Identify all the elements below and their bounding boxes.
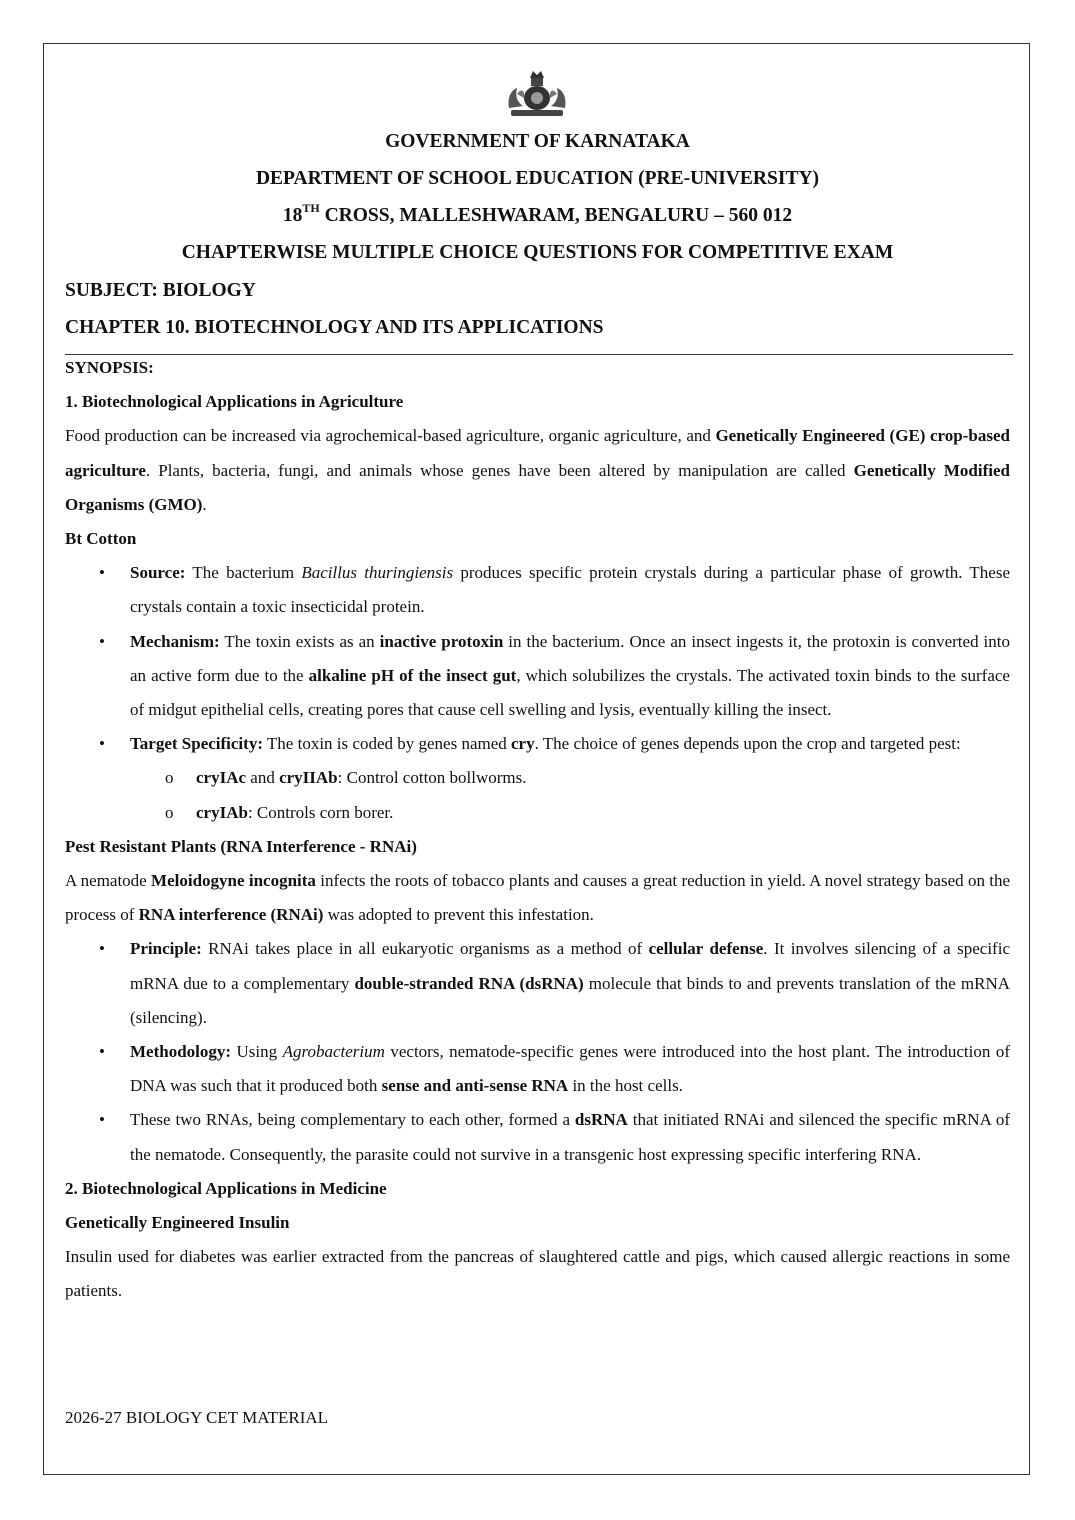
rnai-title: Pest Resistant Plants (RNA Interference - RNAi): [65, 836, 417, 856]
list-item: • Mechanism: The toxin exists as an inactive protoxin in the bacterium. Once an insect ingests it, the protoxin is converted into an active form due to the alkaline pH of the insect gut, which solubilizes the crystals. The activated toxin binds to the surface of midgut epithelial cells, creating pores that cause cell swelling and lysis, eventually killing the insect.: [65, 625, 1010, 728]
bullet-icon: •: [99, 939, 105, 959]
synopsis-label: SYNOPSIS:: [65, 358, 154, 377]
sub-bullet-icon: o: [165, 768, 174, 788]
synopsis-body: [65, 351, 1010, 1309]
list-item: • Target Specificity: The toxin is coded by genes named cry. The choice of genes depends upon the crop and targeted pest:: [65, 727, 1010, 761]
rnai-intro-paragraph: A nematode Meloidogyne incognita infects the roots of tobacco plants and causes a great reduction in yield. A novel strategy based on the process of RNA interference (RNAi) was adopted to prevent this infestation.: [65, 871, 1011, 925]
header-address: 18TH CROSS, MALLESHWARAM, BENGALURU – 560 012: [282, 200, 793, 226]
chapter-heading: CHAPTER 10. BIOTECHNOLOGY AND ITS APPLICATIONS: [65, 317, 604, 338]
sub-bullet-icon: o: [165, 802, 174, 822]
sub-list-item: o cryIAb: Controls corn borer.: [65, 796, 1010, 830]
bullet-icon: •: [99, 631, 105, 651]
bullet-icon: •: [99, 563, 105, 583]
list-item: • Source: The bacterium Bacillus thuringiensis produces specific protein crystals during a particular phase of growth. These crystals contain a toxic insecticidal protein.: [65, 556, 1010, 624]
insulin-paragraph: Insulin used for diabetes was earlier extracted from the pancreas of slaughtered cattle and pigs, which caused allergic reactions in some patients.: [65, 1247, 1010, 1301]
insulin-title: Genetically Engineered Insulin: [65, 1213, 290, 1233]
header-department: DEPARTMENT OF SCHOOL EDUCATION (PRE-UNIVERSITY): [255, 168, 820, 189]
bullet-icon: •: [99, 734, 105, 754]
section-medicine-title: 2. Biotechnological Applications in Medicine: [65, 1178, 387, 1198]
footer-label: 2026-27 BIOLOGY CET MATERIAL: [65, 1408, 329, 1427]
bullet-icon: •: [99, 1042, 105, 1062]
list-item: • These two RNAs, being complementary to each other, formed a dsRNA that initiated RNAi and silenced the specific mRNA of the nematode. Consequently, the parasite could not survive in a transgenic host expressing specific interfering RNA.: [65, 1103, 1010, 1171]
bullet-icon: •: [99, 1110, 105, 1130]
header-government: GOVERNMENT OF KARNATAKA: [385, 131, 690, 152]
header-title: CHAPTERWISE MULTIPLE CHOICE QUESTIONS FOR COMPETITIVE EXAM: [181, 242, 894, 263]
sub-list-item: o cryIAc and cryIIAb: Control cotton bollworms.: [65, 761, 1010, 795]
list-item: • Principle: RNAi takes place in all eukaryotic organisms as a method of cellular defense. It involves silencing of a specific mRNA due to a complementary double-stranded RNA (dsRNA) molecule that binds to and prevents translation of the mRNA (silencing).: [65, 932, 1010, 1035]
subject-heading: SUBJECT: BIOLOGY: [65, 280, 256, 301]
section-agriculture-title: 1. Biotechnological Applications in Agriculture: [65, 392, 404, 412]
agriculture-intro-paragraph: Food production can be increased via agrochemical-based agriculture, organic agriculture, and Genetically Engineered (GE) crop-based agriculture. Plants, bacteria, fungi, and animals whose genes have been altered by manipulation are called Genetically Modified Organisms (GMO).: [65, 426, 1010, 514]
list-item: • Methodology: Using Agrobacterium vectors, nematode-specific genes were introduced into the host plant. The introduction of DNA was such that it produced both sense and anti-sense RNA in the host cells.: [65, 1035, 1010, 1103]
karnataka-emblem-icon: [503, 68, 571, 120]
bt-cotton-title: Bt Cotton: [65, 529, 137, 549]
